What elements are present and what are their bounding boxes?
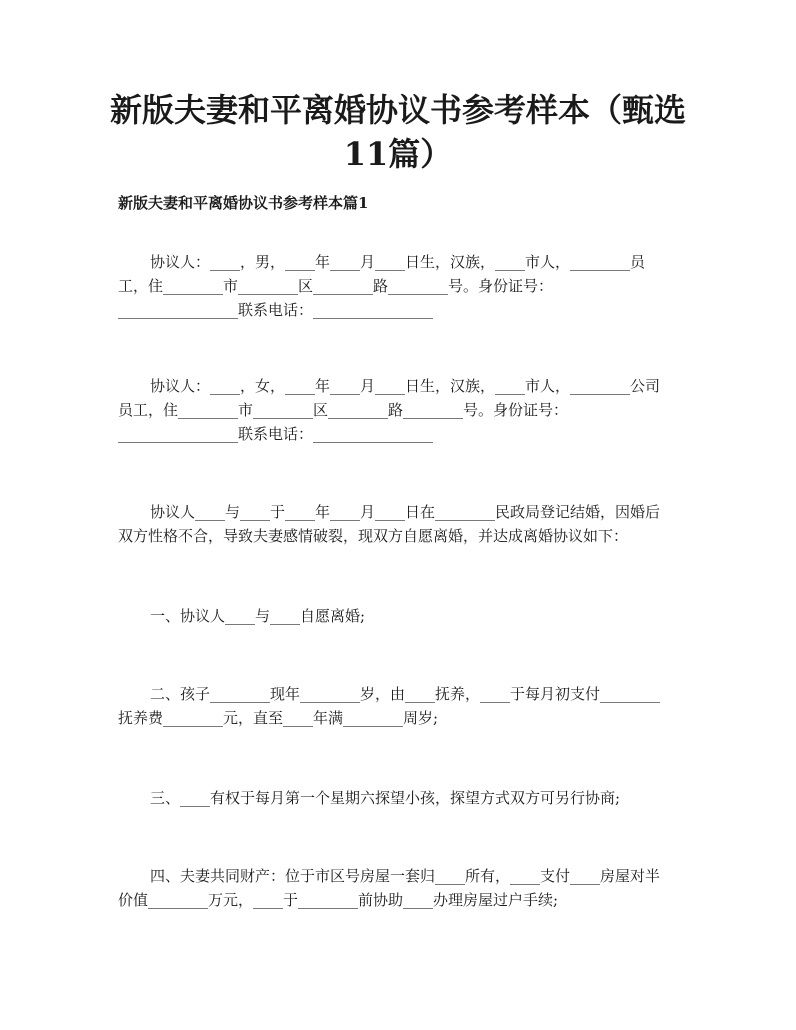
paragraph-line: 协议人____与____于____年____月____日在________民政局登记结婚，因婚后	[150, 503, 661, 521]
paragraph-line: 三、____有权于每月第一个星期六探望小孩，探望方式双方可另行协商;	[150, 789, 621, 807]
clause-1	[118, 604, 680, 628]
paragraph-line: 二、孩子________现年________岁，由____抚养，____于每月初支付________	[150, 685, 661, 703]
clause-3	[118, 786, 680, 810]
paragraph-line: 一、协议人____与____自愿离婚;	[150, 607, 366, 625]
clause-2	[118, 682, 680, 730]
paragraph-line: ________________联系电话：________________	[118, 301, 434, 319]
paragraph-line: 四、夫妻共同财产：位于市区号房屋一套归____所有，____支付____房屋对半	[150, 867, 661, 885]
document-title: 新版夫妻和平离婚协议书参考样本（甄选11篇）	[109, 91, 686, 173]
paragraph-marriage-info	[118, 500, 680, 548]
paragraph-line: 抚养费________元，直至____年满________周岁;	[118, 709, 439, 727]
paragraph-party-female	[118, 374, 680, 446]
paragraph-line: 协议人：____，男，____年____月____日生，汉族，____市人，________员	[150, 253, 646, 271]
clause-4	[118, 864, 680, 912]
paragraph-line: 员工，住________市________区________路________号。身份证号：	[118, 401, 569, 419]
paragraph-line: 双方性格不合，导致夫妻感情破裂，现双方自愿离婚，并达成离婚协议如下：	[118, 527, 629, 545]
paragraph-line: 价值________万元，____于________前协助____办理房屋过户手续;	[118, 891, 559, 909]
section-heading: 新版夫妻和平离婚协议书参考样本篇1	[118, 194, 369, 212]
paragraph-party-male	[118, 250, 680, 322]
paragraph-line: 工，住________市________区________路________号。身份证号：	[118, 277, 554, 295]
paragraph-line: 协议人：____，女，____年____月____日生，汉族，____市人，________公司	[150, 377, 661, 395]
paragraph-line: ________________联系电话：________________	[118, 425, 434, 443]
